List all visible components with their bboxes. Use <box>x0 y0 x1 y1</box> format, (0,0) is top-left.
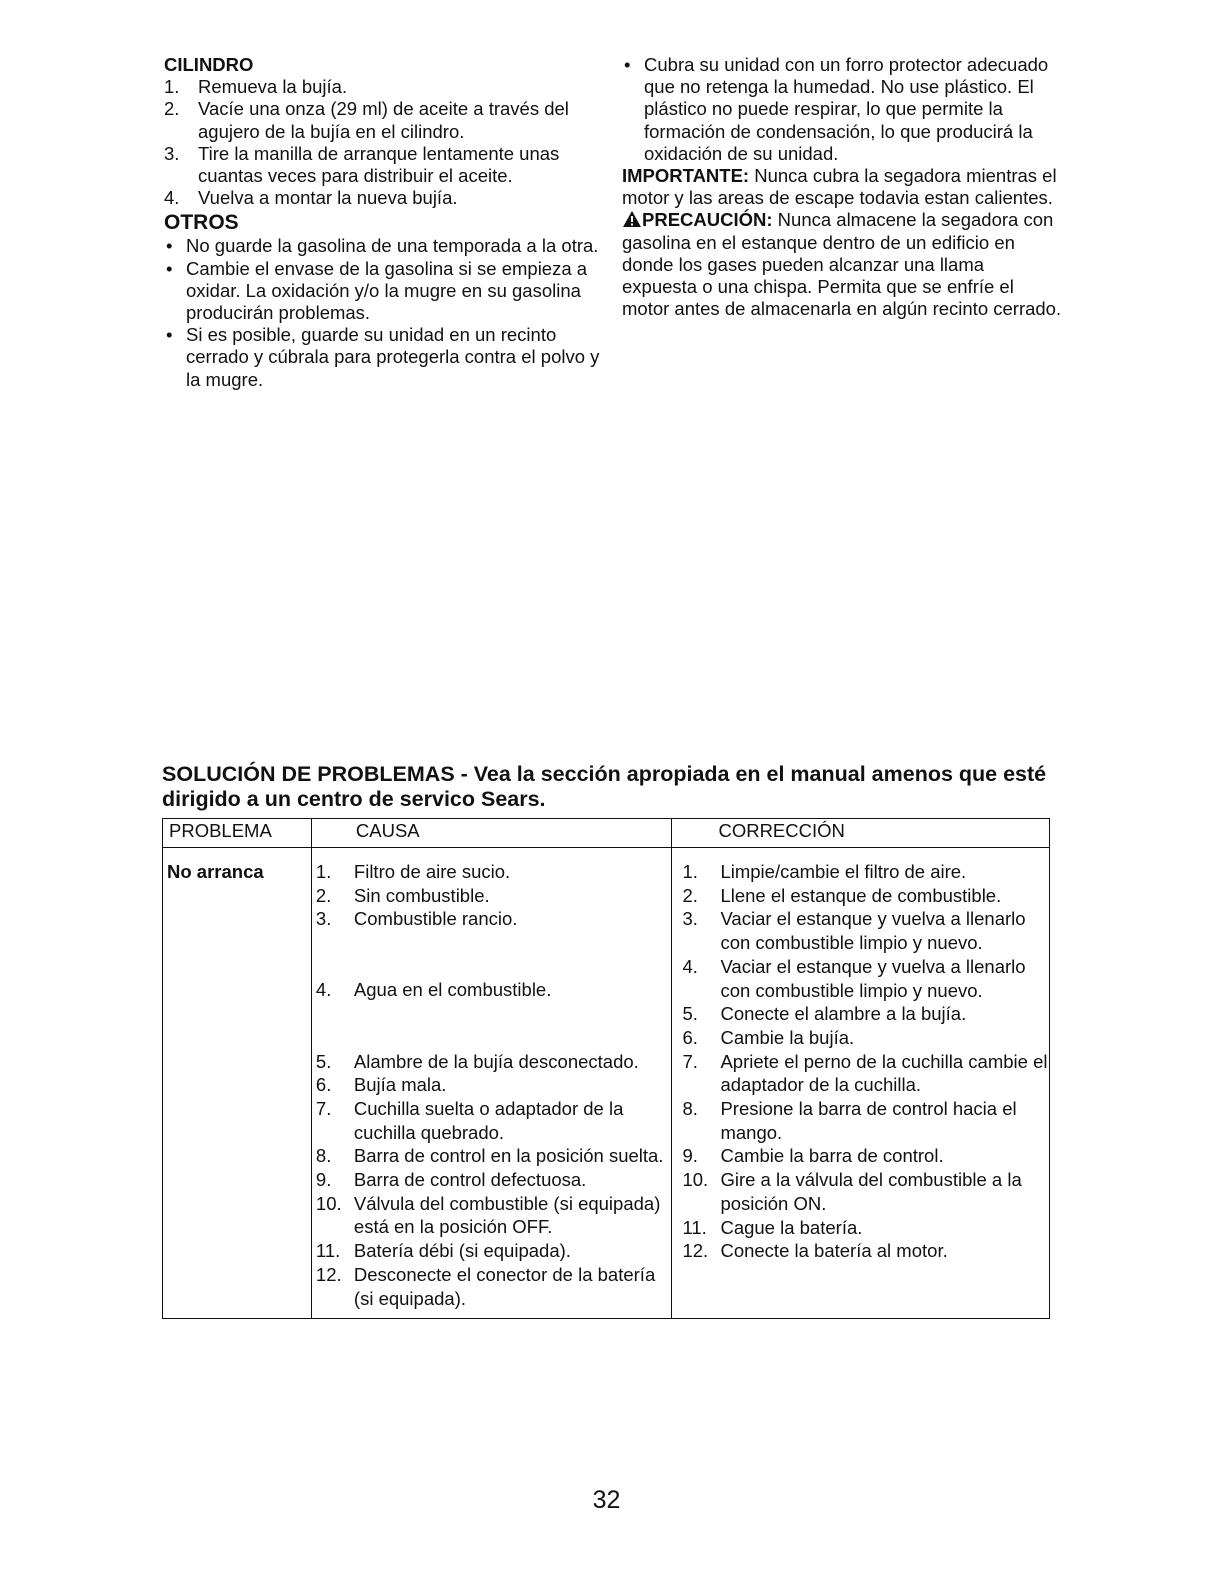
cause-item: 5. Alambre de la bujía desconectado. <box>315 1050 639 1072</box>
table-header-row <box>163 819 1050 848</box>
causes-cell <box>311 848 672 1319</box>
correction-item: 2. Llene el estanque de combustible. <box>682 884 1002 906</box>
list-item: 2. Vacíe una onza (29 ml) de aceite a través del agujero de la bujía en el cilindro. <box>164 98 569 142</box>
list-item: • Cambie el envase de la gasolina si se empieza a oxidar. La oxidación y/o la mugre en su gasolina producirán problemas. <box>166 257 588 324</box>
cilindro-list <box>164 76 604 209</box>
troubleshooting-table <box>162 818 1050 1319</box>
correction-item: 3. Vaciar el estanque y vuelva a llenarlo con combustible limpio y nuevo. <box>682 908 1026 954</box>
list-item: • Si es posible, guarde su unidad en un recinto cerrado y cúbrala para protegerla contra el polvo y la mugre. <box>166 324 600 390</box>
cause-item: 2. Sin combustible. <box>315 884 490 906</box>
otros-list <box>164 235 604 390</box>
left-column <box>164 54 604 391</box>
cause-item: 6. Bujía mala. <box>315 1074 447 1096</box>
otros-heading: OTROS <box>164 211 239 235</box>
header-correccion: CORRECCIÓN <box>672 819 1050 848</box>
cause-item: 4. Agua en el combustible. <box>315 979 552 1001</box>
precaucion-note: PRECAUCIÓN: Nunca almacene la segadora con gasolina en el estanque dentro de un edificio en donde los gases pueden alcanzar una llama expuesta o una chispa. Permita que se enfríe el motor antes de almacenarla en algún recinto cerrado. <box>622 209 1062 320</box>
right-column <box>622 54 1062 320</box>
cause-item: 8. Barra de control en la posición suelta. <box>315 1145 664 1167</box>
problem-cell: No arranca <box>163 848 312 1319</box>
bullet-icon: • <box>166 324 173 346</box>
importante-note: IMPORTANTE: Nunca cubra la segadora mientras el motor y las areas de escape todavia estan calientes. <box>622 165 1057 209</box>
correction-item: 10. Gire a la válvula del combustible a la posición ON. <box>682 1169 1022 1214</box>
list-item: 3. Tire la manilla de arranque lentamente unas cuantas veces para distribuir el aceite. <box>164 142 560 187</box>
correction-item: 1. Limpie/cambie el filtro de aire. <box>682 861 967 882</box>
correction-item: 5. Conecte el alambre a la bujía. <box>682 1003 967 1025</box>
cause-item: 9. Barra de control defectuosa. <box>315 1169 587 1191</box>
bullet-icon: • <box>166 235 173 257</box>
correction-item: 6. Cambie la bujía. <box>682 1026 855 1048</box>
cause-item: 10. Válvula del combustible (si equipada) está en la posición OFF. <box>315 1192 661 1238</box>
list-item: • Cubra su unidad con un forro protector adecuado que no retenga la humedad. No use plástico. El plástico no puede respirar, lo que permite la formación de condensación, lo que producirá la oxidación de su unidad. <box>624 54 1049 164</box>
table-row <box>163 848 1050 1319</box>
correction-item: 12. Conecte la batería al motor. <box>682 1240 948 1262</box>
cause-item: 12. Desconecte el conector de la batería (si equipada). <box>315 1263 656 1309</box>
correction-item: 8. Presione la barra de control hacia el mango. <box>682 1098 1017 1143</box>
cover-list <box>622 54 1062 165</box>
header-problema: PROBLEMA <box>163 819 312 848</box>
page-number: 32 <box>592 1486 621 1514</box>
cause-item: 7. Cuchilla suelta o adaptador de la cuchilla quebrado. <box>315 1097 624 1143</box>
correction-item: 4. Vaciar el estanque y vuelva a llenarlo con combustible limpio y nuevo. <box>682 955 1026 1001</box>
correction-item: 9. Cambie la barra de control. <box>682 1145 944 1167</box>
cause-item: 3. Combustible rancio. <box>315 908 518 930</box>
cilindro-heading: CILINDRO <box>164 54 254 75</box>
header-causa: CAUSA <box>311 819 672 848</box>
correction-item: 7. Apriete el perno de la cuchilla cambie el adaptador de la cuchilla. <box>682 1050 1048 1096</box>
list-item: 4. Vuelva a montar la nueva bujía. <box>164 187 458 209</box>
warning-triangle-icon <box>622 210 642 228</box>
bullet-icon: • <box>166 257 173 279</box>
list-item: 1. Remueva la bujía. <box>164 76 348 98</box>
troubleshooting-title: SOLUCIÓN DE PROBLEMAS - Vea la sección apropiada en el manual amenos que esté dirigido a un centro de servico Sears. <box>162 762 1047 811</box>
list-item: • No guarde la gasolina de una temporada a la otra. <box>166 235 599 257</box>
cause-item: 11. Batería débi (si equipada). <box>315 1240 571 1262</box>
cause-item: 1. Filtro de aire sucio. <box>315 861 511 882</box>
correction-item: 11. Cague la batería. <box>682 1216 863 1238</box>
corrections-cell <box>672 848 1050 1319</box>
bullet-icon: • <box>624 54 631 75</box>
